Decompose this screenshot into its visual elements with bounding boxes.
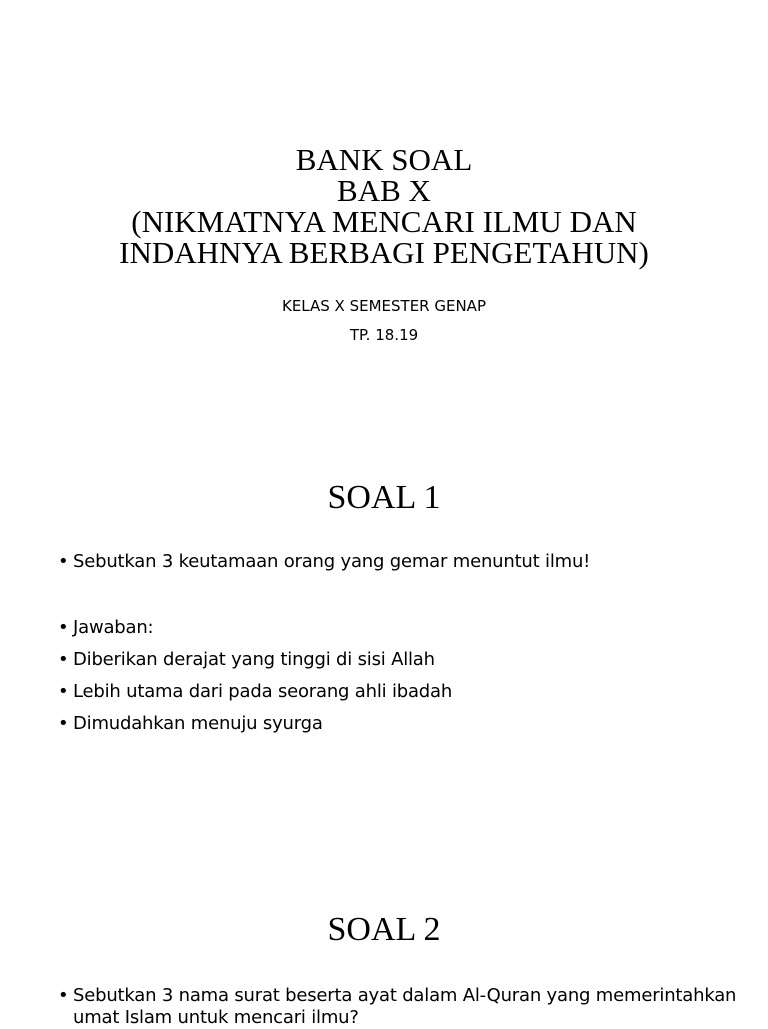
document-title [0, 144, 768, 268]
bullet-icon: • [58, 985, 69, 1006]
soal-1-answer-item [58, 713, 748, 735]
question-text: Sebutkan 3 nama surat beserta ayat dalam Al-Quran yang memerintahkan umat Islam untuk mencari ilmu? [73, 985, 737, 1028]
bullet-icon: • [58, 713, 69, 734]
answer-label-text: Jawaban: [73, 617, 154, 638]
soal-1-answer-label [58, 617, 748, 639]
answer-text: Lebih utama dari pada seorang ahli ibadah [73, 681, 453, 702]
bullet-icon: • [58, 649, 69, 670]
title-line-2: BAB X [337, 173, 431, 208]
soal-1-question [58, 551, 748, 573]
soal-1-heading: SOAL 1 [327, 479, 441, 516]
question-text: Sebutkan 3 keutamaan orang yang gemar menuntut ilmu! [73, 551, 591, 572]
soal-2-heading: SOAL 2 [327, 911, 441, 948]
title-line-4: INDAHNYA BERBAGI PENGETAHUN) [119, 235, 649, 270]
bullet-icon: • [58, 681, 69, 702]
soal-2-question [58, 985, 748, 1029]
bullet-icon: • [58, 617, 69, 638]
answer-text: Diberikan derajat yang tinggi di sisi Allah [73, 649, 435, 670]
soal-1-answer-item [58, 681, 748, 703]
title-line-1: BANK SOAL [295, 142, 473, 177]
answer-text: Dimudahkan menuju syurga [73, 713, 323, 734]
subtitle-class: KELAS X SEMESTER GENAP [281, 297, 486, 315]
subtitle-year: TP. 18.19 [349, 326, 419, 344]
soal-1-answer-item [58, 649, 748, 671]
bullet-icon: • [58, 551, 69, 572]
title-line-3: (NIKMATNYA MENCARI ILMU DAN [131, 204, 637, 239]
